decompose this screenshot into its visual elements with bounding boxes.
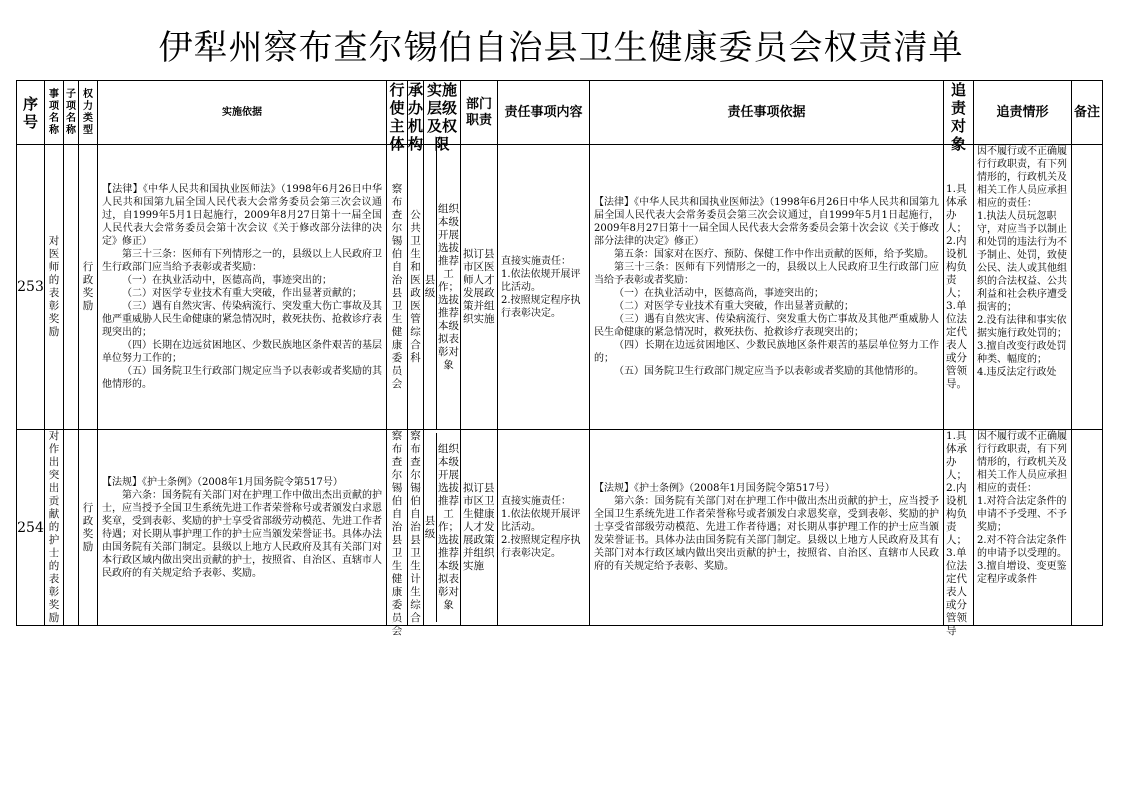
row-dept-duty: 拟订县市区卫生健康人才发展政策并组织实施 xyxy=(461,430,498,626)
row-dept-duty: 拟订县市区医师人才发展政策并组织实施 xyxy=(461,145,498,430)
row-remarks xyxy=(1072,430,1103,626)
header-subject: 行使主体 xyxy=(387,81,408,145)
header-acc-situation: 追责情形 xyxy=(974,81,1072,145)
row-resp-content: 直接实施责任： 1.依法依规开展评比活动。 2.按照规定程序执行表彰决定。 xyxy=(498,145,590,430)
row-resp-basis: 【法律】《中华人民共和国执业医师法》（1998年6月26日中华人民共和国第九届全国人民代表大会常务委员会第三次会议通过，自1999年5月1日起施行，2009年8月27日第十一届全国人民代表大会常务委员会第十次会议《关于修改部分法律的决定》修正） 第五条：国家对在医疗、预防、保健工作中作出贡献的医师，给予奖励。 第三十三条：医师有下列情形之一的，县级以上人民政府卫生行政部门应当给予表彰或者奖励： （一）在执业活动中，医德高尚，事迹突出的； （二）对医学专业技术有重大突破，作出显著贡献的； （三）遇有自然灾害、传染病流行、突发重大伤亡事故及其他严重威胁人民生命健康的紧急情况时，救死扶伤、抢救诊疗表现突出的； （四）长期在边远贫困地区、少数民族地区条件艰苦的基层单位努力工作的； （五）国务院卫生行政部门规定应当予以表彰或者奖励的其他情形的。 xyxy=(590,145,944,430)
row-basis: 【法规】《护士条例》（2008年1月国务院令第517号） 第六条：国务院有关部门对在护理工作中做出杰出贡献的护士，应当授予全国卫生系统先进工作者荣誉称号或者颁发白求恩奖章，受到表彰、奖励的护士享受省部级劳动模范、先进工作者待遇；对长期从事护理工作的护士应当颁发荣誉证书。具体办法由国务院有关部门制定。县级以上地方人民政府及其有关部门对本行政区域内做出突出贡献的护士，按照省、自治区、直辖市人民政府的有关规定给予表彰、奖励。 xyxy=(98,430,387,626)
row-acc-target: 1.具体承办人；2.内设机构负责人；3.单位法定代表人或分管领导 xyxy=(944,430,974,626)
row-acc-target: 1.具体承办人；2.内设机构负责人；3.单位法定代表人或分管领导。 xyxy=(944,145,974,430)
header-item-name: 事项名称 xyxy=(45,81,64,145)
header-sub-item-name: 子项名称 xyxy=(64,81,79,145)
row-seq: 253 xyxy=(17,145,45,430)
row-level xyxy=(424,145,461,430)
row-power-type: 行政奖励 xyxy=(79,430,98,626)
row-seq: 254 xyxy=(17,430,45,626)
header-resp-content: 责任事项内容 xyxy=(498,81,590,145)
header-seq: 序号 xyxy=(17,81,45,145)
responsibility-table xyxy=(16,80,1103,637)
header-acc-target: 追责对象 xyxy=(944,81,974,145)
row-level-desc: 组织本级开展选拔推荐工作；选拔推荐本级拟表彰对象 xyxy=(438,443,459,611)
header-resp-basis: 责任事项依据 xyxy=(590,81,944,145)
row-subject: 察布查尔锡伯自治县卫生健康委员会 xyxy=(387,145,408,430)
row-basis: 【法律】《中华人民共和国执业医师法》（1998年6月26日中华人民共和国第九届全国人民代表大会常务委员会第三次会议通过，自1999年5月1日起施行，2009年8月27日第十一届全国人民代表大会常务委员会第十次会议《关于修改部分法律的决定》修正） 第三十三条：医师有下列情形之一的，县级以上人民政府卫生行政部门应当给予表彰或者奖励： （一）在执业活动中，医德高尚，事迹突出的； （二）对医学专业技术有重大突破，作出显著贡献的； （三）遇有自然灾害、传染病流行、突发重大伤亡事故及其他严重威胁人民生命健康的紧急情况时，救死扶伤、抢救诊疗表现突出的； （四）长期在边远贫困地区、少数民族地区条件艰苦的基层单位努力工作的； （五）国务院卫生行政部门规定应当予以表彰或者奖励的其他情形的。 xyxy=(98,145,387,430)
row-power-type: 行政奖励 xyxy=(79,145,98,430)
row-level-desc: 组织本级开展选拔推荐工作；选拔推荐本级拟表彰对象 xyxy=(438,202,459,371)
row-remarks xyxy=(1072,145,1103,430)
row-sub-item-name xyxy=(64,430,79,626)
row-undertaker: 公共卫生和医政医管综合科 xyxy=(408,145,424,430)
header-dept-duty: 部门职责 xyxy=(461,81,498,145)
table-row xyxy=(17,145,1103,430)
row-level-tag: 县级 xyxy=(424,433,437,622)
table-row xyxy=(17,430,1103,626)
row-item-name: 对作出突出贡献的护士的表彰奖励 xyxy=(45,430,64,626)
header-remarks: 备注 xyxy=(1072,81,1103,145)
row-undertaker: 察布查尔锡伯自治县卫生计生综合 xyxy=(408,430,424,626)
row-resp-content: 直接实施责任： 1.依法依规开展评比活动。 2.按照规定程序执行表彰决定。 xyxy=(498,430,590,626)
row-sub-item-name xyxy=(64,145,79,430)
row-item-name: 对医师的表彰奖励 xyxy=(45,145,64,430)
header-level: 实施层级及权限 xyxy=(424,81,461,145)
row-level xyxy=(424,430,461,626)
row-resp-basis: 【法规】《护士条例》（2008年1月国务院令第517号） 第六条：国务院有关部门对在护理工作中做出杰出贡献的护士，应当授予全国卫生系统先进工作者荣誉称号或者颁发白求恩奖章，受到表彰、奖励的护士享受省部级劳动模范、先进工作者待遇；对长期从事护理工作的护士应当颁发荣誉证书。具体办法由国务院有关部门制定。县级以上地方人民政府及其有关部门对本行政区域内做出突出贡献的护士，按照省、自治区、直辖市人民政府的有关规定给予表彰、奖励。 xyxy=(590,430,944,626)
header-row xyxy=(17,81,1103,145)
row-subject: 察布查尔锡伯自治县卫生健康委员会 xyxy=(387,430,408,626)
header-basis: 实施依据 xyxy=(98,81,387,145)
header-undertaker: 承办机构 xyxy=(408,81,424,153)
row-acc-situation: 因不履行或不正确履行行政职责，有下列情形的，行政机关及相关工作人员应承担相应的责任： 1.执法人员玩忽职守，对应当予以制止和处罚的违法行为不予制止、处罚，致使公民、法人或其他组织的合法权益、公共利益和社会秩序遭受损害的； 2.没有法律和事实依据实施行政处罚的； 3.擅自改变行政处罚种类、幅度的； 4.违反法定行政处 xyxy=(974,145,1072,430)
row-level-tag: 县级 xyxy=(424,146,437,429)
page-title: 伊犁州察布查尔锡伯自治县卫生健康委员会权责清单 xyxy=(158,28,964,68)
row-acc-situation: 因不履行或不正确履行行政职责，有下列情形的，行政机关及相关工作人员应承担相应的责任： 1.对符合法定条件的申请不予受理、不予奖励； 2.对不符合法定条件的申请予以受理的。 3.擅自增设、变更鉴定程序或条件 xyxy=(974,430,1072,626)
header-power-type: 权力类型 xyxy=(79,81,98,145)
